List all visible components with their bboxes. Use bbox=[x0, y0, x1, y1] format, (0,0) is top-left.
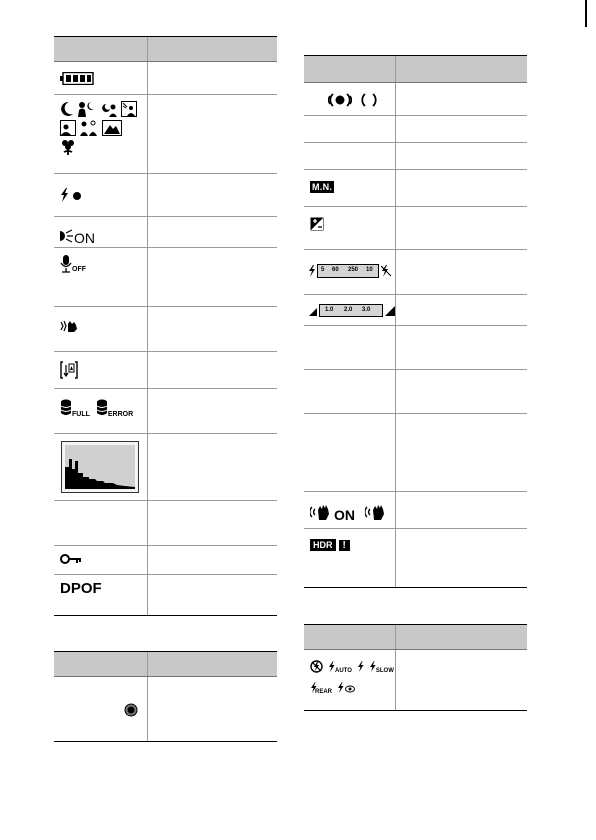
night-scene-icon bbox=[60, 101, 74, 117]
focus-locked-icon bbox=[328, 93, 352, 107]
af-illuminator-icon bbox=[60, 229, 74, 243]
database-full-label: FULL bbox=[72, 411, 90, 418]
key-protect-icon bbox=[60, 554, 82, 564]
flash-range-scale: 5 60 250 10 bbox=[317, 264, 379, 278]
display-table-4 bbox=[304, 624, 527, 711]
portrait-icon bbox=[60, 120, 76, 136]
microphone-icon bbox=[60, 255, 72, 273]
table-row bbox=[304, 650, 527, 710]
macro-icon bbox=[60, 139, 76, 155]
database-error-label: ERROR bbox=[107, 411, 134, 418]
audio-off-label: OFF bbox=[72, 266, 86, 273]
hdr-warning-label: ! bbox=[342, 539, 346, 551]
exposure-high-icon bbox=[385, 306, 395, 316]
battery-icon bbox=[60, 72, 94, 85]
hand-held-twilight-icon bbox=[98, 101, 118, 117]
anti-motion-blur-icon bbox=[79, 120, 99, 136]
spot-metering-circle-icon bbox=[124, 703, 138, 717]
flash-range-icon bbox=[309, 265, 315, 277]
table-row bbox=[304, 294, 527, 325]
table-row bbox=[304, 325, 527, 369]
focus-adjusting-icon bbox=[360, 93, 378, 107]
table-row bbox=[54, 62, 277, 94]
slow-sync-label: SLOW bbox=[375, 668, 394, 674]
table-row bbox=[304, 249, 527, 294]
landscape-icon bbox=[102, 120, 122, 136]
table-header bbox=[304, 625, 527, 650]
table-row bbox=[54, 545, 277, 574]
exposure-compensation-icon bbox=[310, 217, 324, 231]
table-row bbox=[54, 500, 277, 545]
display-table-2 bbox=[54, 651, 277, 742]
histogram-icon bbox=[61, 441, 139, 493]
table-row bbox=[54, 306, 277, 351]
table-row bbox=[54, 388, 277, 433]
flash-auto-label: AUTO bbox=[335, 668, 352, 674]
display-table-1 bbox=[54, 36, 277, 616]
vibration-warning-icon bbox=[60, 319, 80, 333]
red-eye-flash-icon bbox=[337, 682, 355, 693]
table-row bbox=[54, 433, 277, 500]
exposure-scale: 1.0 2.0 3.0 bbox=[319, 304, 383, 317]
table-row bbox=[304, 369, 527, 413]
flash-auto-icon bbox=[328, 661, 335, 672]
slow-sync-icon bbox=[369, 661, 376, 672]
backlight-portrait-icon bbox=[121, 101, 137, 117]
page-edge-marker bbox=[585, 0, 587, 27]
flash-off-icon bbox=[381, 265, 391, 277]
table-header bbox=[54, 652, 277, 677]
table-row bbox=[304, 491, 527, 528]
table-row bbox=[304, 83, 527, 115]
table-row bbox=[54, 173, 277, 216]
table-header bbox=[304, 56, 527, 83]
table-row bbox=[304, 142, 527, 169]
table-row bbox=[304, 115, 527, 142]
table-header bbox=[54, 37, 277, 62]
database-full-icon bbox=[60, 399, 72, 417]
flash-off-circle-icon bbox=[310, 660, 323, 673]
fill-flash-icon bbox=[357, 661, 364, 672]
hdr-warning-icon bbox=[339, 540, 350, 551]
steadyshot-on-label: ON bbox=[334, 507, 355, 523]
steadyshot-on-icon bbox=[310, 503, 332, 521]
night-portrait-icon bbox=[77, 101, 95, 117]
flash-charge-icon bbox=[60, 188, 84, 202]
af-illuminator-on-label: ON bbox=[74, 230, 95, 246]
hdr-label: HDR bbox=[313, 540, 333, 550]
hdr-icon bbox=[310, 539, 336, 551]
table-row bbox=[304, 413, 527, 491]
metered-manual-icon bbox=[310, 181, 334, 193]
table-row bbox=[304, 169, 527, 206]
table-row bbox=[54, 677, 277, 741]
exposure-low-icon bbox=[309, 306, 317, 316]
steadyshot-off-icon bbox=[365, 503, 387, 521]
rear-sync-label: REAR bbox=[315, 689, 333, 695]
table-row bbox=[304, 206, 527, 249]
display-table-3 bbox=[304, 55, 527, 588]
dpof-label: DPOF bbox=[60, 580, 102, 597]
table-row bbox=[54, 94, 277, 173]
table-row bbox=[54, 351, 277, 388]
database-error-icon bbox=[96, 399, 108, 417]
table-row bbox=[54, 216, 277, 247]
table-row bbox=[54, 574, 277, 615]
metered-manual-label: M.N. bbox=[312, 182, 333, 192]
orientation-icon bbox=[60, 361, 78, 379]
table-row bbox=[304, 528, 527, 587]
table-row bbox=[54, 247, 277, 306]
